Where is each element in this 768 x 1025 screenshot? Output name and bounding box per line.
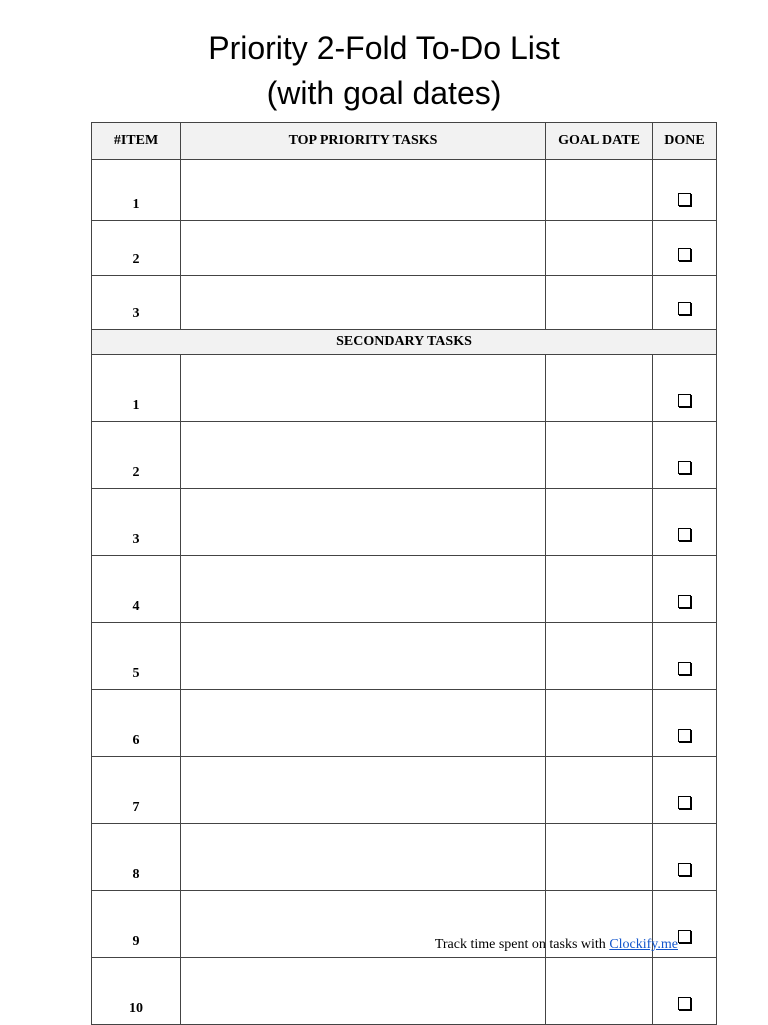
clockify-link[interactable]: Clockify.me [609,937,678,952]
goal-date-cell[interactable] [546,422,653,489]
task-cell[interactable] [181,623,546,690]
done-checkbox[interactable] [678,863,691,876]
item-number: 10 [92,958,181,1025]
goal-date-cell[interactable] [546,489,653,556]
task-cell[interactable] [181,276,546,330]
header-goal-date: GOAL DATE [546,123,653,160]
done-cell [653,422,717,489]
task-cell[interactable] [181,489,546,556]
done-cell [653,489,717,556]
item-number: 8 [92,824,181,891]
item-number: 4 [92,556,181,623]
done-checkbox[interactable] [678,930,691,943]
task-cell[interactable] [181,355,546,422]
page-subtitle: (with goal dates) [266,75,502,111]
done-cell [653,824,717,891]
done-checkbox[interactable] [678,729,691,742]
done-cell [653,276,717,330]
item-number: 1 [92,160,181,221]
task-cell[interactable] [181,958,546,1025]
secondary-row [92,422,717,489]
header-top-priority-tasks: TOP PRIORITY TASKS [181,123,546,160]
task-cell[interactable] [181,556,546,623]
header-item: #ITEM [92,123,181,160]
done-checkbox[interactable] [678,193,691,206]
header-done: DONE [653,123,717,160]
item-number: 3 [92,489,181,556]
task-cell[interactable] [181,160,546,221]
goal-date-cell[interactable] [546,160,653,221]
secondary-section-row [92,330,717,355]
done-checkbox[interactable] [678,302,691,315]
done-checkbox[interactable] [678,528,691,541]
secondary-row [92,757,717,824]
footer-text: Track time spent on tasks with [434,937,610,952]
goal-date-cell[interactable] [546,757,653,824]
done-checkbox[interactable] [678,997,691,1010]
top-priority-row [92,221,717,276]
done-checkbox[interactable] [678,595,691,608]
goal-date-cell[interactable] [546,276,653,330]
item-number: 6 [92,690,181,757]
task-cell[interactable] [181,690,546,757]
done-checkbox[interactable] [678,248,691,261]
goal-date-cell[interactable] [546,824,653,891]
table-header-row [92,123,717,160]
done-checkbox[interactable] [678,796,691,809]
secondary-row [92,623,717,690]
done-cell [653,690,717,757]
goal-date-cell[interactable] [546,690,653,757]
done-checkbox[interactable] [678,394,691,407]
task-cell[interactable] [181,221,546,276]
item-number: 7 [92,757,181,824]
task-cell[interactable] [181,422,546,489]
top-priority-row [92,276,717,330]
secondary-row [92,489,717,556]
task-cell[interactable] [181,824,546,891]
done-checkbox[interactable] [678,662,691,675]
done-cell [653,221,717,276]
goal-date-cell[interactable] [546,221,653,276]
footer [435,937,678,953]
goal-date-cell[interactable] [546,958,653,1025]
secondary-row [92,690,717,757]
task-cell[interactable] [181,757,546,824]
done-cell [653,355,717,422]
todo-table [91,122,717,1025]
goal-date-cell[interactable] [546,556,653,623]
item-number: 1 [92,355,181,422]
secondary-row [92,556,717,623]
item-number: 2 [92,221,181,276]
page-title: Priority 2-Fold To-Do List [208,30,560,66]
item-number: 3 [92,276,181,330]
done-cell [653,958,717,1025]
done-cell [653,623,717,690]
done-cell [653,556,717,623]
item-number: 5 [92,623,181,690]
done-cell [653,757,717,824]
secondary-row [92,824,717,891]
done-checkbox[interactable] [678,461,691,474]
secondary-row [92,958,717,1025]
item-number: 2 [92,422,181,489]
item-number: 9 [92,891,181,958]
done-cell [653,160,717,221]
goal-date-cell[interactable] [546,623,653,690]
secondary-tasks-heading: SECONDARY TASKS [92,330,717,355]
goal-date-cell[interactable] [546,355,653,422]
top-priority-row [92,160,717,221]
secondary-row [92,355,717,422]
